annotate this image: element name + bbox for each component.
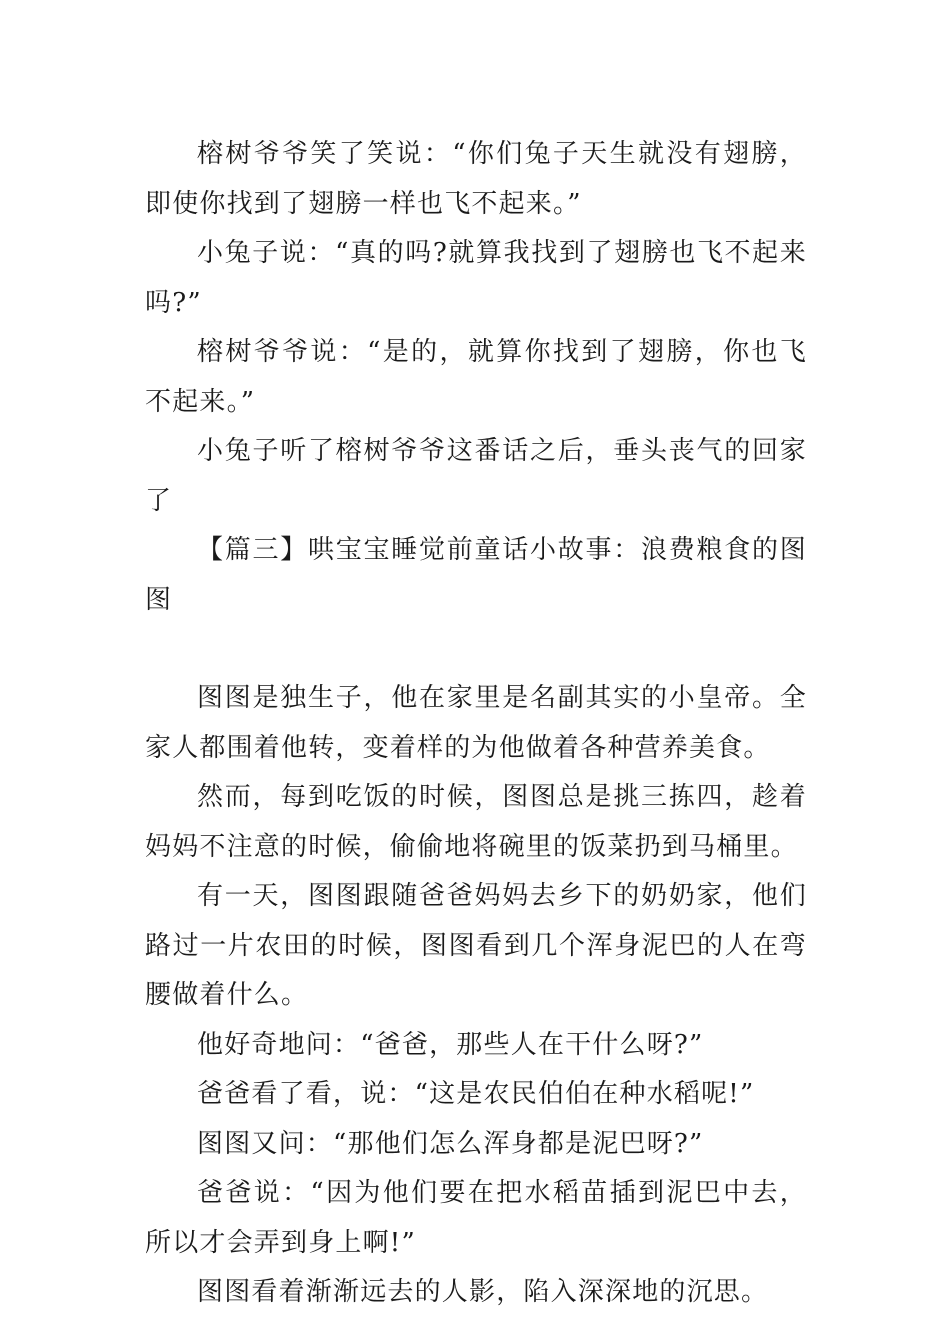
story-paragraph: 图图看着渐渐远去的人影，陷入深深地的沉思。 [197, 1277, 769, 1307]
story-paragraph: 爸爸说：“因为他们要在把水稻苗插到泥巴中去，所以才会弄到身上啊!” [145, 1178, 807, 1258]
story-paragraph: 他好奇地问：“爸爸，那些人在干什么呀?” [197, 1029, 704, 1060]
story-paragraph: 然而，每到吃饭的时候，图图总是挑三拣四，趁着妈妈不注意的时候，偷偷地将碗里的饭菜扔到马桶里。 [145, 782, 807, 862]
story-paragraph: 有一天，图图跟随爸爸妈妈去乡下的奶奶家，他们路过一片农田的时候，图图看到几个浑身泥巴的人在弯腰做着什么。 [145, 881, 807, 1010]
paragraph: 小兔子听了榕树爷爷这番话之后，垂头丧气的回家了 [145, 436, 807, 516]
paragraph: 榕树爷爷笑了笑说：“你们兔子天生就没有翅膀，即使你找到了翅膀一样也飞不起来。” [145, 139, 807, 219]
paragraph: 小兔子说：“真的吗?就算我找到了翅膀也飞不起来吗?” [145, 238, 807, 318]
story-paragraph: 图图又问：“那他们怎么浑身都是泥巴呀?” [197, 1128, 704, 1159]
story-paragraph: 图图是独生子，他在家里是名副其实的小皇帝。全家人都围着他转，变着样的为他做着各种营养美食。 [145, 683, 807, 763]
paragraph: 榕树爷爷说：“是的，就算你找到了翅膀，你也飞不起来。” [145, 337, 807, 417]
section-title: 【篇三】哄宝宝睡觉前童话小故事：浪费粮食的图图 [145, 535, 807, 615]
document-body [145, 130, 807, 1318]
story-paragraph: 爸爸看了看，说：“这是农民伯伯在种水稻呢!” [197, 1079, 755, 1109]
